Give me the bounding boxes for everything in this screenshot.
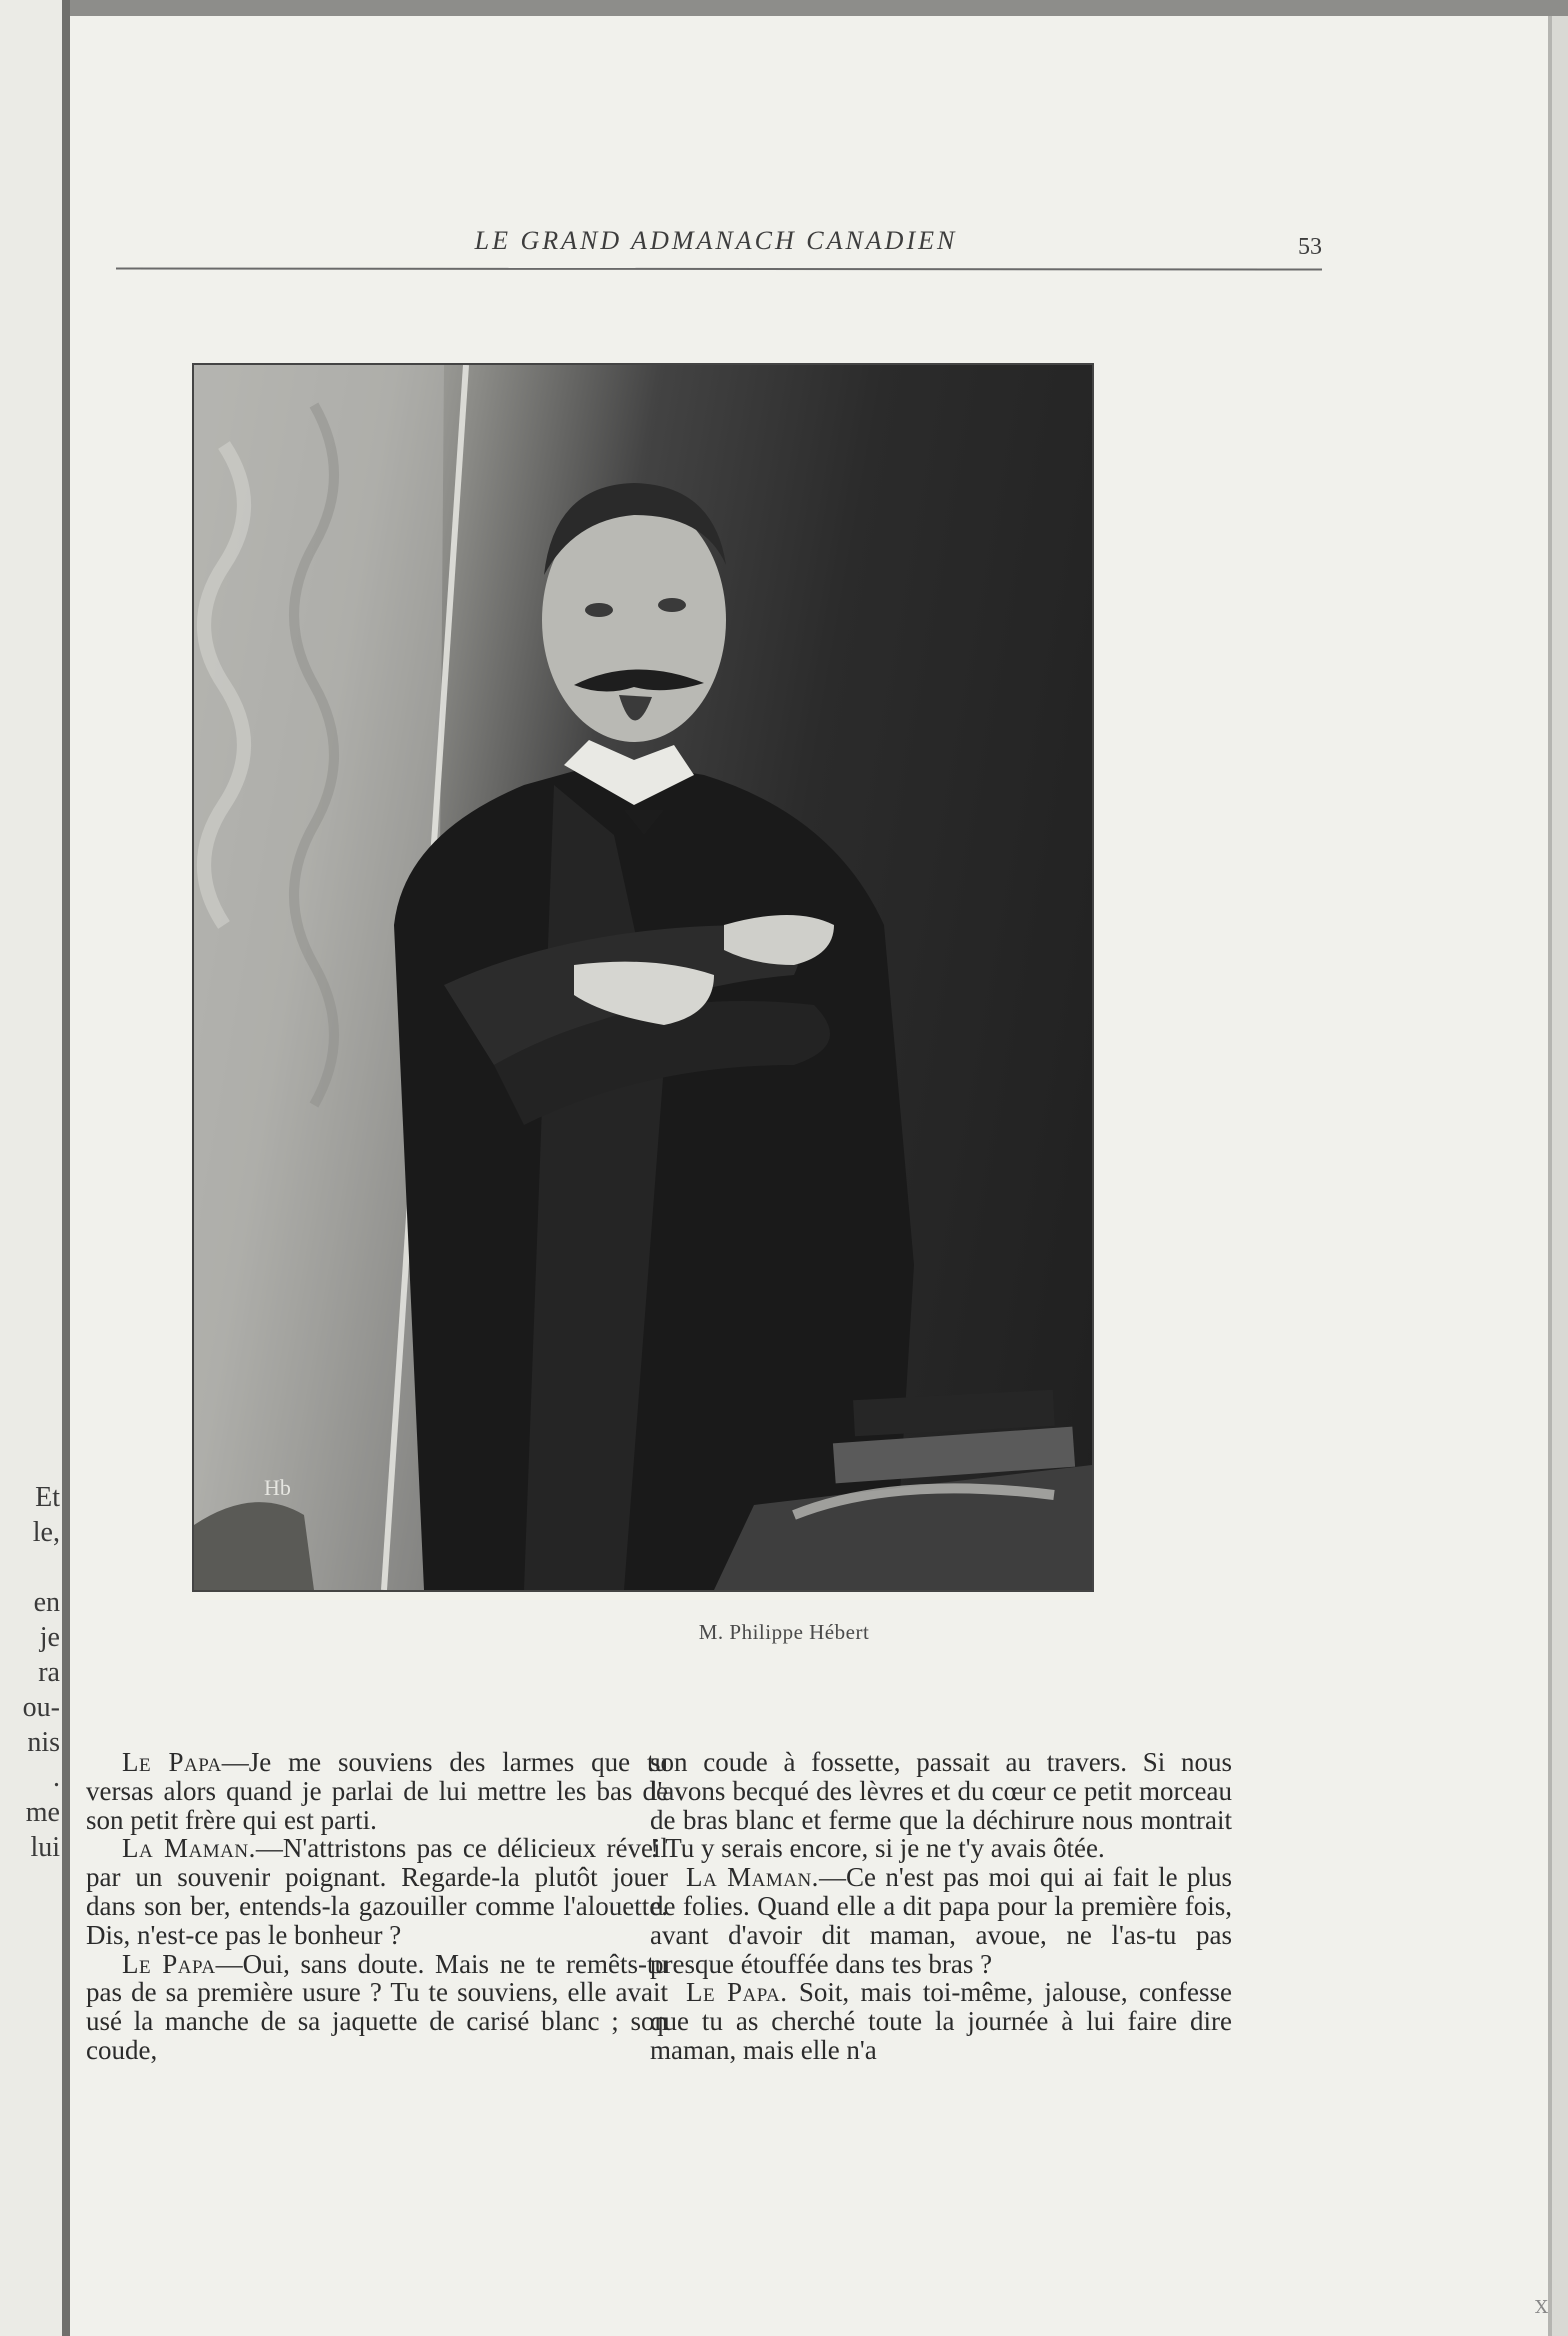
fragment-line: me [25, 1797, 60, 1828]
paragraph [86, 1748, 668, 1834]
fragment-line: lui [30, 1832, 60, 1863]
scan-corner-mark: X [1535, 2297, 1548, 2318]
paragraph-text: Soit, mais toi-même, jalouse, confesse que tu as cherché toute la journée à lui faire dire maman, mais elle n'a [650, 1977, 1232, 2065]
fragment-line: en [33, 1587, 60, 1618]
portrait-illustration [194, 365, 1092, 1590]
speaker-name: La Maman. [686, 1862, 819, 1893]
caption-text: M. Philippe Hébert [698, 1620, 870, 1644]
fragment-line: ou- [22, 1692, 60, 1723]
fragment-line: ra [38, 1657, 60, 1688]
fragment-line: nis [27, 1727, 60, 1758]
photographer-monogram: Hb [264, 1475, 291, 1500]
paragraph-text: —Je me souviens des larmes que tu versas alors quand je parlai de lui mettre les bas de son petit frère qui est parti. [86, 1747, 668, 1835]
book-gutter [62, 0, 70, 2336]
fragment-line: je [39, 1622, 60, 1653]
text-column-left [86, 1748, 668, 2065]
fragment-line: Et [35, 1482, 60, 1513]
facing-page-text-fragments [0, 1480, 60, 1865]
page-number: 53 [1298, 234, 1322, 260]
paragraph [86, 1834, 668, 1949]
page-header [110, 210, 1322, 290]
facing-page-edge [0, 0, 62, 2336]
paragraph [650, 1978, 1232, 2064]
speaker-name: La Maman. [122, 1833, 256, 1864]
header-rule [116, 267, 1322, 270]
fragment-line: le, [32, 1517, 60, 1548]
paragraph-text: —Oui, sans doute. Mais ne te remêts-tu pas de sa première usure ? Tu te souviens, elle avait usé la manche de sa jaquette de carisé blanc ; son coude, [86, 1948, 668, 2065]
fragment-line [0, 1550, 60, 1585]
paragraph-continued [650, 1748, 1232, 1863]
text-column-right [650, 1748, 1232, 2065]
portrait-photograph [192, 363, 1094, 1592]
paragraph [650, 1863, 1232, 1978]
running-title: LE GRAND ADMANACH CANADIEN [474, 226, 958, 255]
paragraph-text: son coude à fossette, passait au travers. Si nous l'avons becqué des lèvres et du cœur ce petit morceau de bras blanc et ferme que la déchirure nous montrait ! Tu y serais encore, si je ne t'y avais ôtée. [650, 1747, 1232, 1864]
fragment-line: . [53, 1762, 60, 1793]
photo-caption [0, 1620, 1568, 1645]
speaker-name: Le Papa [122, 1948, 216, 1979]
paragraph [86, 1950, 668, 2065]
speaker-name: Le Papa [122, 1747, 222, 1777]
paragraph-text: —N'attristons pas ce délicieux réveil par un souvenir poignant. Regarde-la plutôt jouer dans son ber, entends-la gazouiller comme l'alouette. Dis, n'est-ce pas le bonheur ? [86, 1833, 668, 1950]
scan-top-strip [0, 0, 1568, 16]
speaker-name: Le Papa. [686, 1977, 788, 2008]
paragraph-text: —Ce n'est pas moi qui ai fait le plus de folies. Quand elle a dit papa pour la première fois, avant d'avoir dit maman, avoue, ne l'as-tu pas presque étouffée dans tes bras ? [650, 1862, 1232, 1979]
